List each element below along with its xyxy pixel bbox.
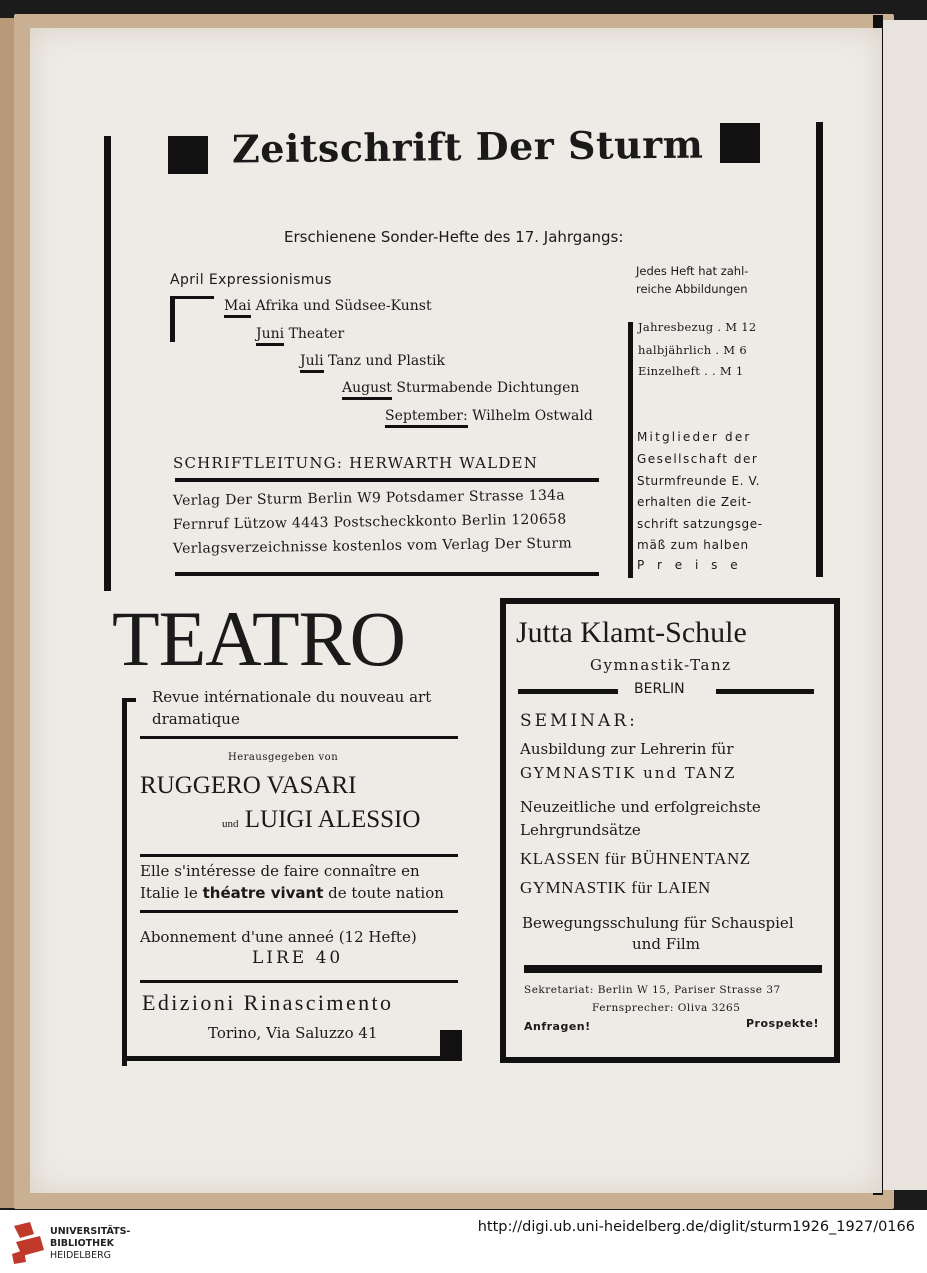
square-left-icon	[168, 136, 208, 174]
sturm-right-rule	[816, 122, 823, 577]
sturm-address-1: Verlag Der Sturm Berlin W9 Potsdamer Strasse 134a	[172, 487, 566, 509]
logo-line-1: UNIVERSITÄTS-	[50, 1226, 131, 1237]
sturm-address-2: Fernruf Lützow 4443 Postscheckkonto Berlin 120658	[172, 511, 567, 533]
jutta-city: BERLIN	[634, 681, 685, 697]
teatro-tagline-1: Revue intérnationale du nouveau art	[152, 688, 432, 706]
address-rule	[175, 572, 599, 576]
sturm-editor: SCHRIFTLEITUNG: HERWARTH WALDEN	[173, 454, 539, 472]
members-line-4: erhalten die Zeit-	[637, 495, 752, 509]
sturm-title: Zeitschrift Der Sturm	[231, 121, 704, 172]
teatro-rule-2	[140, 854, 458, 857]
price-einzelheft: Einzelheft . . M 1	[638, 364, 744, 378]
jutta-title: Jutta Klamt-Schule	[516, 616, 747, 649]
members-line-6: mäß zum halben	[637, 538, 749, 552]
teatro-left-tick	[122, 698, 136, 702]
teatro-editors-label: Herausgegeben von	[228, 752, 339, 763]
teatro-desc-2: Italie le théatre vivant de toute nation	[140, 884, 444, 902]
jutta-subtitle: Gymnastik-Tanz	[590, 656, 732, 674]
issue-august: August Sturmabende Dichtungen	[342, 380, 579, 396]
jutta-thick-rule	[524, 965, 822, 973]
note-line-1: Jedes Heft hat zahl-	[636, 264, 749, 278]
jutta-anfragen: Anfragen!	[524, 1020, 591, 1033]
jutta-rule-right	[716, 689, 814, 694]
teatro-bottom-rule	[122, 1056, 462, 1061]
jutta-line-5: KLASSEN für BÜHNENTANZ	[520, 849, 751, 868]
jutta-rule-left	[518, 689, 618, 694]
issue-stair-rule	[170, 296, 214, 299]
sturm-left-rule	[104, 136, 111, 591]
price-halbjahr: halbjährlich . M 6	[638, 343, 747, 357]
footer-bar	[0, 1210, 927, 1273]
members-line-2: Gesellschaft der	[637, 452, 759, 466]
sturm-address-3: Verlagsverzeichnisse kostenlos vom Verlag Der Sturm	[172, 535, 573, 557]
teatro-rule-3	[140, 910, 458, 913]
library-logo[interactable]	[10, 1220, 130, 1264]
price-jahresbezug: Jahresbezug . M 12	[638, 320, 757, 334]
jutta-phone: Fernsprecher: Oliva 3265	[592, 1002, 741, 1014]
issue-juli: Juli Tanz und Plastik	[300, 353, 445, 369]
jutta-line-1: Ausbildung zur Lehrerin für	[520, 740, 734, 758]
teatro-editor-2: und LUIGI ALESSIO	[222, 806, 421, 833]
teatro-publisher: Edizioni Rinascimento	[142, 990, 394, 1015]
members-line-7: P r e i s e	[637, 558, 743, 572]
jutta-sekretariat: Sekretariat: Berlin W 15, Pariser Strasse 37	[524, 984, 781, 996]
right-page	[880, 20, 927, 1190]
teatro-corner-square	[440, 1030, 462, 1058]
square-right-icon	[720, 123, 760, 163]
price-rule	[628, 322, 633, 578]
teatro-left-rule	[122, 698, 127, 1066]
teatro-editor-1: RUGGERO VASARI	[140, 772, 357, 799]
issue-juni: Juni Theater	[256, 326, 344, 342]
issue-mai: Mai Afrika und Südsee-Kunst	[224, 298, 432, 314]
issue-stair-vert	[170, 296, 175, 342]
members-line-5: schrift satzungsge-	[637, 517, 763, 531]
note-line-2: reiche Abbildungen	[636, 282, 748, 296]
jutta-line-2: GYMNASTIK und TANZ	[520, 764, 737, 782]
jutta-prospekte: Prospekte!	[746, 1017, 819, 1030]
teatro-desc-1: Elle s'intéresse de faire connaître en	[140, 862, 420, 880]
teatro-title: TEATRO	[112, 595, 405, 682]
sturm-subtitle: Erschienene Sonder-Hefte des 17. Jahrgangs:	[284, 228, 624, 246]
teatro-pub-address: Torino, Via Saluzzo 41	[208, 1024, 378, 1042]
teatro-rule-4	[140, 980, 458, 983]
issue-april: April Expressionismus	[170, 272, 332, 288]
jutta-seminar: SEMINAR:	[520, 711, 638, 731]
jutta-line-6: GYMNASTIK für LAIEN	[520, 878, 711, 897]
teatro-rule-1	[140, 736, 458, 739]
jutta-line-3: Neuzeitliche und erfolgreichste	[520, 798, 761, 816]
members-line-1: Mitglieder der	[637, 430, 752, 444]
editor-rule	[175, 478, 599, 482]
logo-line-3: HEIDELBERG	[50, 1250, 112, 1261]
teatro-abo-2: LIRE 40	[252, 948, 344, 968]
library-logo-icon	[10, 1220, 46, 1264]
members-line-3: Sturmfreunde E. V.	[637, 474, 761, 488]
jutta-line-8: und Film	[632, 935, 700, 953]
teatro-tagline-2: dramatique	[152, 710, 240, 728]
issue-september: September: Wilhelm Ostwald	[385, 408, 593, 424]
jutta-line-7: Bewegungsschulung für Schauspiel	[522, 914, 794, 932]
page	[30, 28, 882, 1193]
footer-url[interactable]: http://digi.ub.uni-heidelberg.de/diglit/sturm1926_1927/0166	[477, 1219, 915, 1235]
logo-line-2: BIBLIOTHEK	[50, 1238, 114, 1249]
teatro-abo-1: Abonnement d'une anneé (12 Hefte)	[140, 928, 417, 946]
jutta-line-4: Lehrgrundsätze	[520, 821, 641, 839]
